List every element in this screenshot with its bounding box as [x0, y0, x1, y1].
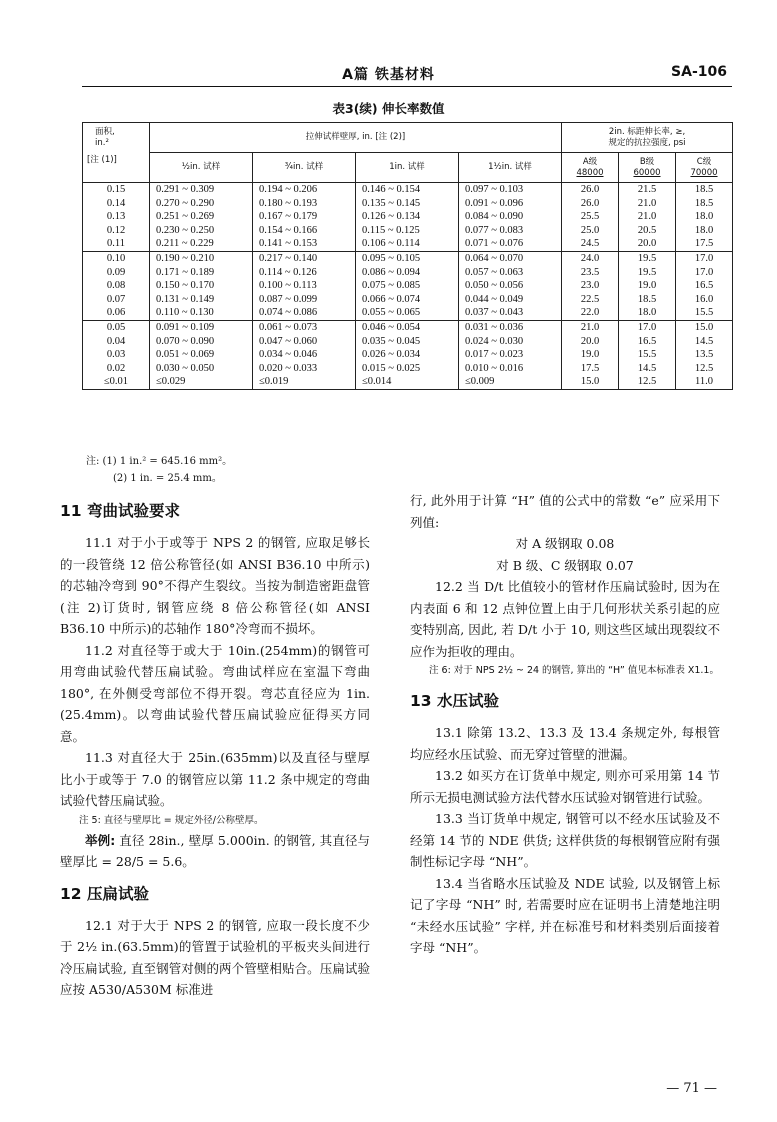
- table-cell: 0.211 ~ 0.229: [150, 237, 253, 251]
- table-cell: 0.251 ~ 0.269: [150, 210, 253, 224]
- table-cell: ≤0.019: [253, 375, 356, 389]
- table-cell: 0.02: [83, 362, 150, 376]
- table-cell: 0.070 ~ 0.090: [150, 335, 253, 349]
- table-row: [83, 210, 733, 224]
- table-cell: 0.015 ~ 0.025: [356, 362, 459, 376]
- header-rule: [82, 86, 732, 87]
- table-cell: 0.030 ~ 0.050: [150, 362, 253, 376]
- table-cell: 0.046 ~ 0.054: [356, 320, 459, 334]
- table-cell: 14.5: [676, 335, 733, 349]
- table-cell: 12.5: [676, 362, 733, 376]
- grade-c-header: C级 70000: [676, 153, 733, 183]
- table-cell: 21.0: [619, 197, 676, 211]
- table-cell: 0.03: [83, 348, 150, 362]
- table-cell: 0.084 ~ 0.090: [459, 210, 562, 224]
- elongation-table: [82, 122, 733, 390]
- table-cell: 0.154 ~ 0.166: [253, 224, 356, 238]
- table-cell: 17.5: [676, 237, 733, 251]
- table-cell: 0.064 ~ 0.070: [459, 251, 562, 265]
- table-cell: 22.5: [562, 293, 619, 307]
- table-cell: 20.0: [619, 237, 676, 251]
- table-cell: 0.10: [83, 251, 150, 265]
- table-cell: 18.5: [676, 183, 733, 197]
- table-cell: 0.14: [83, 197, 150, 211]
- table-cell: 16.5: [619, 335, 676, 349]
- table-cell: 0.095 ~ 0.105: [356, 251, 459, 265]
- table-cell: ≤0.009: [459, 375, 562, 389]
- table-row: [83, 320, 733, 334]
- table-row: [83, 362, 733, 376]
- table-cell: 18.5: [676, 197, 733, 211]
- table-cell: 0.171 ~ 0.189: [150, 266, 253, 280]
- right-column: [410, 490, 720, 959]
- table-cell: 0.020 ~ 0.033: [253, 362, 356, 376]
- table-cell: ≤0.029: [150, 375, 253, 389]
- table-cell: 0.071 ~ 0.076: [459, 237, 562, 251]
- table-cell: 15.5: [676, 306, 733, 320]
- table-cell: 0.110 ~ 0.130: [150, 306, 253, 320]
- para-11-1: 11.1 对于小于或等于 NPS 2 的钢管, 应取足够长的一段管绕 12 倍公称管径(如 ANSI B36.10 中所示)的芯轴冷弯到 90°不得产生裂纹。当按为制造密距盘管(注 2)订货时, 钢管应绕 8 倍公称管径(如 ANSI B36.10 中所示)的芯轴作 180°冷弯而不损坏。: [60, 535, 370, 636]
- table-cell: 0.09: [83, 266, 150, 280]
- table-cell: 0.051 ~ 0.069: [150, 348, 253, 362]
- table-row: [83, 197, 733, 211]
- table-cell: ≤0.01: [83, 375, 150, 389]
- table-cell: 0.126 ~ 0.134: [356, 210, 459, 224]
- table-row: [83, 335, 733, 349]
- table-cell: 16.0: [676, 293, 733, 307]
- page-number: — 71 —: [666, 1081, 717, 1096]
- table-cell: 0.037 ~ 0.043: [459, 306, 562, 320]
- thickness-header: 拉伸试样壁厚, in. [注 (2)]: [150, 123, 562, 153]
- section-heading-11: 11 弯曲试验要求: [60, 502, 180, 520]
- table-cell: 0.035 ~ 0.045: [356, 335, 459, 349]
- table-cell: 18.0: [619, 306, 676, 320]
- table-cell: 18.0: [676, 224, 733, 238]
- table-cell: 0.180 ~ 0.193: [253, 197, 356, 211]
- table-cell: 17.0: [676, 251, 733, 265]
- table-cell: 19.5: [619, 251, 676, 265]
- running-header-title: A篇 铁基材料: [342, 67, 435, 83]
- table-cell: 15.0: [562, 375, 619, 389]
- table-cell: 21.0: [619, 210, 676, 224]
- table-cell: 22.0: [562, 306, 619, 320]
- table-cell: 0.05: [83, 320, 150, 334]
- table-cell: 0.057 ~ 0.063: [459, 266, 562, 280]
- table-cell: 0.04: [83, 335, 150, 349]
- table-cell: 16.5: [676, 279, 733, 293]
- table-notes: [68, 453, 232, 487]
- table-cell: 0.270 ~ 0.290: [150, 197, 253, 211]
- table-cell: 0.074 ~ 0.086: [253, 306, 356, 320]
- para-12-1-cont: 行, 此外用于计算 “H” 值的公式中的常数 “e” 应采用下列值:: [410, 493, 720, 530]
- table-cell: 0.114 ~ 0.126: [253, 266, 356, 280]
- table-cell: 21.0: [562, 320, 619, 334]
- table-row: [83, 237, 733, 251]
- running-header-code: SA-106: [671, 64, 727, 80]
- example-paragraph: [60, 830, 370, 873]
- table-cell: 0.010 ~ 0.016: [459, 362, 562, 376]
- table-cell: 0.077 ~ 0.083: [459, 224, 562, 238]
- table-cell: 0.115 ~ 0.125: [356, 224, 459, 238]
- para-13-2: 13.2 如买方在订货单中规定, 则亦可采用第 14 节所示无损电测试验方法代替水压试验对钢管进行试验。: [410, 768, 720, 805]
- table-cell: 20.5: [619, 224, 676, 238]
- table-cell: 24.5: [562, 237, 619, 251]
- para-12-2: 12.2 当 D/t 比值较小的管材作压扁试验时, 因为在内表面 6 和 12 点钟位置上由于几何形状关系引起的应变特别高, 因此, 若 D/t 小于 10, 则这些区域出现裂纹不应作为拒收的理由。: [410, 579, 720, 659]
- table-cell: 18.5: [619, 293, 676, 307]
- table-cell: 0.146 ~ 0.154: [356, 183, 459, 197]
- table-row: [83, 293, 733, 307]
- table-title: 表3(续) 伸长率数值: [332, 101, 445, 116]
- table-cell: 13.5: [676, 348, 733, 362]
- table-cell: 19.0: [619, 279, 676, 293]
- table-cell: 0.167 ~ 0.179: [253, 210, 356, 224]
- table-cell: 0.106 ~ 0.114: [356, 237, 459, 251]
- table-cell: 0.031 ~ 0.036: [459, 320, 562, 334]
- table-cell: 0.131 ~ 0.149: [150, 293, 253, 307]
- table-cell: 0.024 ~ 0.030: [459, 335, 562, 349]
- table-note-2: (2) 1 in. = 25.4 mm。: [113, 473, 222, 484]
- table-cell: 0.06: [83, 306, 150, 320]
- table-note-1: 注: (1) 1 in.² = 645.16 mm²。: [86, 456, 233, 467]
- table-cell: 17.5: [562, 362, 619, 376]
- table-cell: 17.0: [676, 266, 733, 280]
- specimen-label: 1in. 试样: [356, 153, 459, 183]
- note-5: 注 5: 直径与壁厚比 = 规定外径/公称壁厚。: [79, 814, 264, 826]
- table-row: [83, 224, 733, 238]
- table-cell: 0.217 ~ 0.140: [253, 251, 356, 265]
- table-row: [83, 348, 733, 362]
- table-cell: 0.230 ~ 0.250: [150, 224, 253, 238]
- table-cell: 0.026 ~ 0.034: [356, 348, 459, 362]
- table-cell: 0.086 ~ 0.094: [356, 266, 459, 280]
- table-cell: 0.091 ~ 0.109: [150, 320, 253, 334]
- elongation-header: 2in. 标距伸长率, ≥, 规定的抗拉强度, psi: [562, 123, 733, 153]
- table-cell: 19.5: [619, 266, 676, 280]
- table-cell: ≤0.014: [356, 375, 459, 389]
- para-12-1: 12.1 对于大于 NPS 2 的钢管, 应取一段长度不少于 2½ in.(63.5mm)的管置于试验机的平板夹头间进行冷压扁试验, 直至钢管对侧的两个管壁相贴合。压扁试验应按 A530/A530M 标准进: [60, 917, 370, 997]
- table-cell: 0.291 ~ 0.309: [150, 183, 253, 197]
- table-cell: 18.0: [676, 210, 733, 224]
- grade-a-header: A级 48000: [562, 153, 619, 183]
- table-cell: 24.0: [562, 251, 619, 265]
- table-cell: 0.194 ~ 0.206: [253, 183, 356, 197]
- table-cell: 0.066 ~ 0.074: [356, 293, 459, 307]
- table-row: [83, 375, 733, 389]
- table-cell: 0.13: [83, 210, 150, 224]
- table-cell: 0.075 ~ 0.085: [356, 279, 459, 293]
- table-cell: 0.15: [83, 183, 150, 197]
- value-grade-bc: 对 B 级、C 级钢取 0.07: [496, 557, 634, 573]
- table-cell: 0.087 ~ 0.099: [253, 293, 356, 307]
- grade-b-header: B级 60000: [619, 153, 676, 183]
- table-cell: 21.5: [619, 183, 676, 197]
- example-label: 举例:: [85, 832, 116, 848]
- table-cell: 19.0: [562, 348, 619, 362]
- table-cell: 11.0: [676, 375, 733, 389]
- para-13-4: 13.4 当省略水压试验及 NDE 试验, 以及钢管上标记了字母 “NH” 时, 若需要时应在证明书上清楚地注明 “未经水压试验” 字样, 并在标准号和材料类别后面接着字母 “NH”。: [410, 875, 720, 955]
- section-heading-12: 12 压扁试验: [60, 884, 149, 903]
- table-row: [83, 306, 733, 320]
- table-cell: 0.061 ~ 0.073: [253, 320, 356, 334]
- table-cell: 0.047 ~ 0.060: [253, 335, 356, 349]
- table-cell: 23.0: [562, 279, 619, 293]
- table-cell: 23.5: [562, 266, 619, 280]
- table-cell: 0.150 ~ 0.170: [150, 279, 253, 293]
- table-cell: 0.050 ~ 0.056: [459, 279, 562, 293]
- table-cell: 25.0: [562, 224, 619, 238]
- table-cell: 17.0: [619, 320, 676, 334]
- table-cell: 0.044 ~ 0.049: [459, 293, 562, 307]
- table-row: [83, 266, 733, 280]
- value-grade-a: 对 A 级钢取 0.08: [515, 536, 615, 551]
- para-11-3: 11.3 对直径大于 25in.(635mm)以及直径与壁厚比小于或等于 7.0 的钢管应以第 11.2 条中规定的弯曲试验代替压扁试验。: [60, 750, 370, 808]
- table-cell: 0.091 ~ 0.096: [459, 197, 562, 211]
- specimen-label: 1½in. 试样: [459, 153, 562, 183]
- table-cell: 0.08: [83, 279, 150, 293]
- area-header: 面积, in.² [注 (1)]: [83, 123, 150, 183]
- table-cell: 0.11: [83, 237, 150, 251]
- para-13-3: 13.3 当订货单中规定, 钢管可以不经水压试验及不经第 14 节的 NDE 供货; 这样供货的每根钢管应附有强制性标记字母 “NH”。: [410, 811, 720, 869]
- table-cell: 20.0: [562, 335, 619, 349]
- table-cell: 15.5: [619, 348, 676, 362]
- specimen-label: ½in. 试样: [150, 153, 253, 183]
- table-row: [83, 183, 733, 197]
- table-cell: 26.0: [562, 197, 619, 211]
- table-cell: 14.5: [619, 362, 676, 376]
- table-cell: 0.097 ~ 0.103: [459, 183, 562, 197]
- para-13-1: 13.1 除第 13.2、13.3 及 13.4 条规定外, 每根管均应经水压试验、而无穿过管壁的泄漏。: [410, 725, 720, 762]
- section-heading-13: 13 水压试验: [410, 692, 499, 710]
- table-cell: 0.100 ~ 0.113: [253, 279, 356, 293]
- table-cell: 0.190 ~ 0.210: [150, 251, 253, 265]
- note-6: 注 6: 对于 NPS 2½ ~ 24 的钢管, 算出的 “H” 值见本标准表 X1.1。: [429, 665, 719, 676]
- example-text: 直径 28in., 壁厚 5.000in. 的钢管, 其直径与壁厚比 = 28/5 = 5.6。: [60, 832, 370, 869]
- table-cell: 0.055 ~ 0.065: [356, 306, 459, 320]
- table-cell: 0.12: [83, 224, 150, 238]
- table-cell: 0.07: [83, 293, 150, 307]
- table-cell: 0.034 ~ 0.046: [253, 348, 356, 362]
- table-cell: 0.135 ~ 0.145: [356, 197, 459, 211]
- table-row: [83, 279, 733, 293]
- left-column: [60, 492, 370, 1001]
- para-11-2: 11.2 对直径等于或大于 10in.(254mm)的钢管可用弯曲试验代替压扁试验。弯曲试样应在室温下弯曲 180°, 在外侧受弯部位不得开裂。弯芯直径应为 1in.(25.4mm)。以弯曲试验代替压扁试验应征得买方同意。: [60, 642, 370, 744]
- table-cell: 15.0: [676, 320, 733, 334]
- table-cell: 0.141 ~ 0.153: [253, 237, 356, 251]
- table-cell: 26.0: [562, 183, 619, 197]
- table-row: [83, 251, 733, 265]
- table-cell: 25.5: [562, 210, 619, 224]
- table-cell: 0.017 ~ 0.023: [459, 348, 562, 362]
- table-cell: 12.5: [619, 375, 676, 389]
- specimen-label: ¾in. 试样: [253, 153, 356, 183]
